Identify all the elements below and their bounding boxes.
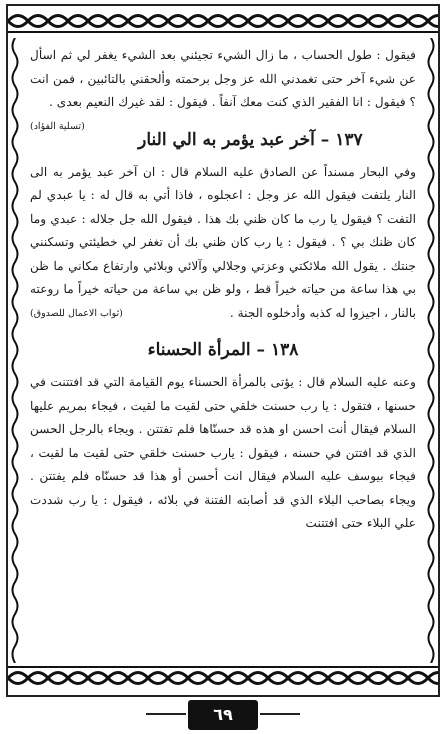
page-content — [30, 44, 416, 688]
section-heading-137: ١٣٧ – آخر عبد يؤمر به الي النار — [138, 129, 363, 150]
right-ornament-border — [426, 38, 436, 659]
paragraph-beautiful-woman: وعنه عليه السلام قال : يؤتى بالمرأة الحسناء يوم القيامة التي قد افتتنت في حسنها ، فتقول : يا رب حسنت خلقي حتى لقيت ما لقيت ، فيجاء بمريم عليها السلام فيقال أنت احسن او هذه قد حسنّاها فلم تفتتن . ويجاء بالرجل الحسن الذي قد افتتن في حسنه ، فيقول : يارب حسنت خلقي حتى لقيت ما لقيت ، فيجاء بيوسف عليه السلام فيقال انت أحسن أو هذا قد حسنّاه فلم يفتتن . ويجاء بصاحب البلاء الذي قد أصابته الفتنة في بلائه ، فيقول : يا رب شددت علي البلاء حتى افتتنت — [30, 375, 416, 530]
paragraph-last-servant-text: وفي البحار مسنداً عن الصادق عليه السلام قال : ان آخر عبد يؤمر به الى النار يلتفت فيقول الله عز وجل : اعجلوه ، فاذا أتي به قال له : يا عبدي لم التفت ؟ فيقول يا رب ما كان ظني بك هذا . فيقول الله جل جلاله : عبدي وما كان ظنك بي ؟ . فيقول : يا رب كان ظني بك أن تغفر لي خطيئتي وتسكنني جنتك . يقول الله ملائكتي وعزتي وجلالي وآلائي وبلائي وارتفاع مكاني ما ظن بي هذا ساعة من حياته خيراً قط ، ولو ظن بي ساعة من حياته خيراً ما روعته بالنار ، اجيزوا له كذبه وأدخلوه الجنة . — [30, 164, 416, 320]
citation-thawab-alamal: (ثواب الاعمال للصدوق) — [30, 307, 123, 319]
left-ornament-border — [10, 38, 20, 659]
top-ornament-border — [8, 8, 438, 34]
citation-tasliyat-alfuad: (تسلية الفؤاد) — [30, 120, 85, 132]
paragraph-intro-text: فيقول : طول الحساب ، ما زال الشيء تجيئني بعد الشيء يغفر لي ثم اسأل عن شيء آخر حتى تغمدني الله عز وجل برحمته وألحقني بالتائبين ، فمن انت ؟ فيقول : انا الفقير الذي كنت معك آنفاً . فيقول : لقد غيرك النعيم بعدى . — [30, 48, 416, 109]
paragraph-intro — [30, 44, 416, 132]
page-number: ٦٩ — [188, 700, 258, 730]
paragraph-last-servant — [30, 161, 416, 326]
section-heading-138: ١٣٨ – المرأة الحسناء — [147, 340, 299, 360]
